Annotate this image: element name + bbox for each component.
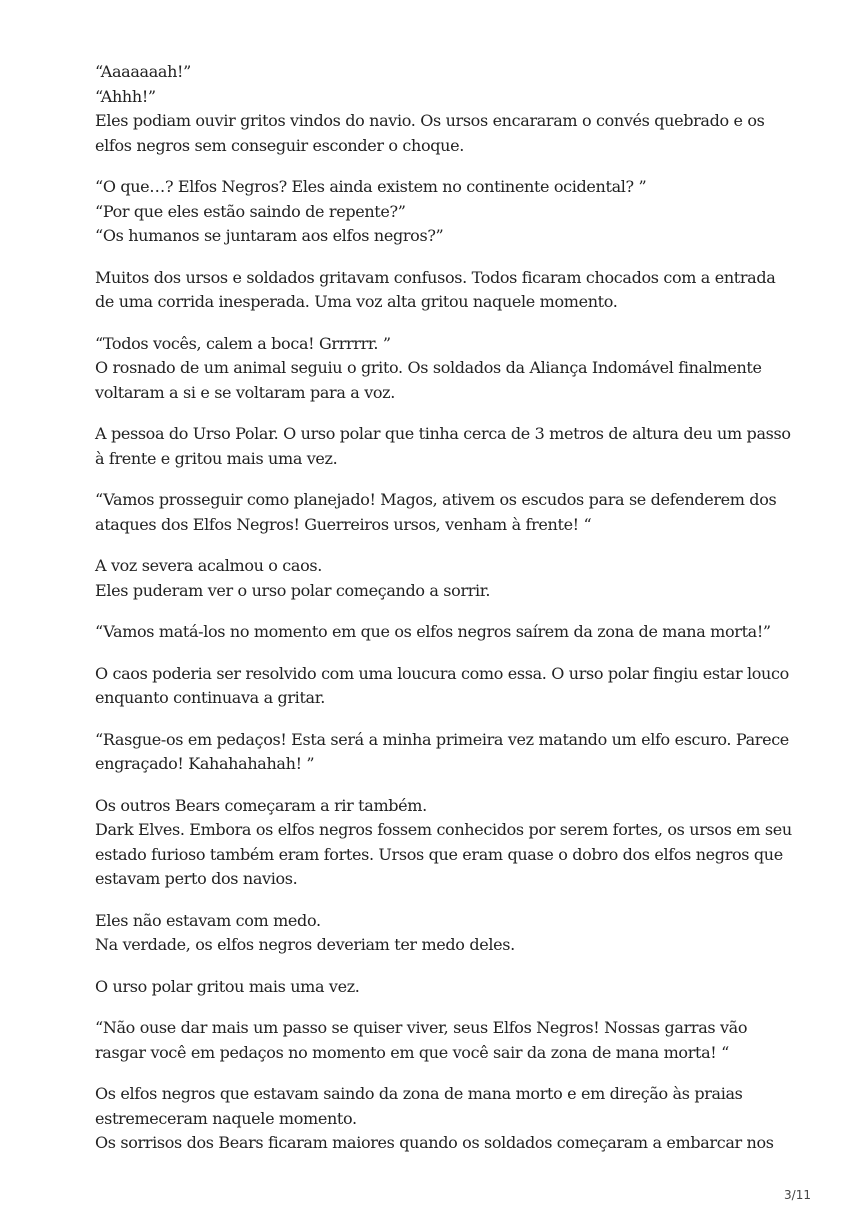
text-line: “Os humanos se juntaram aos elfos negros?” xyxy=(95,226,444,245)
paragraph-9 xyxy=(95,662,795,711)
text-line: O caos poderia ser resolvido com uma loucura como essa. O urso polar fingiu estar louco xyxy=(95,663,789,683)
text-line: engraçado! Kahahahahah! ” xyxy=(95,754,315,773)
text-line: A pessoa do Urso Polar. O urso polar que tinha cerca de 3 metros de altura deu um passo xyxy=(95,424,791,443)
text-line: A voz severa acalmou o caos. xyxy=(95,556,322,575)
text-line: estado furioso também eram fortes. Ursos que eram quase o dobro dos elfos negros que xyxy=(95,844,783,864)
text-line: voltaram a si e se voltaram para a voz. xyxy=(95,382,395,402)
text-line: ataques dos Elfos Negros! Guerreiros ursos, venham à frente! “ xyxy=(95,514,592,534)
text-line: “Vamos matá-los no momento em que os elfos negros saírem da zona de mana morta!” xyxy=(95,622,771,641)
text-line: Na verdade, os elfos negros deveriam ter medo deles. xyxy=(95,935,515,954)
text-line: Eles puderam ver o urso polar começando a sorrir. xyxy=(95,580,491,600)
text-line: enquanto continuava a gritar. xyxy=(95,688,325,707)
paragraph-12 xyxy=(95,909,795,958)
text-line: estremeceram naquele momento. xyxy=(95,1108,357,1128)
paragraph-1 xyxy=(95,60,795,158)
paragraph-3 xyxy=(95,266,795,315)
paragraph-6 xyxy=(95,488,795,537)
document-body xyxy=(95,60,795,1173)
text-line: “Vamos prosseguir como planejado! Magos, ativem os escudos para se defenderem dos xyxy=(95,490,777,509)
paragraph-10 xyxy=(95,728,795,777)
text-line: “Todos vocês, calem a boca! Grrrrrr. ” xyxy=(95,333,391,353)
text-line: “Ahhh!” xyxy=(95,86,156,106)
text-line: elfos negros sem conseguir esconder o choque. xyxy=(95,135,464,155)
paragraph-4 xyxy=(95,332,795,406)
text-line: de uma corrida inesperada. Uma voz alta gritou naquele momento. xyxy=(95,292,618,311)
text-line: Eles podiam ouvir gritos vindos do navio. Os ursos encararam o convés quebrado e os xyxy=(95,111,765,130)
text-line: Dark Elves. Embora os elfos negros fossem conhecidos por serem fortes, os ursos em seu xyxy=(95,820,792,839)
paragraph-14 xyxy=(95,1016,795,1065)
paragraph-11 xyxy=(95,794,795,892)
text-line: Muitos dos ursos e soldados gritavam confusos. Todos ficaram chocados com a entrada xyxy=(95,267,776,287)
text-line: “Aaaaaaah!” xyxy=(95,62,191,81)
paragraph-5 xyxy=(95,422,795,471)
paragraph-7 xyxy=(95,554,795,603)
text-line: “Não ouse dar mais um passo se quiser viver, seus Elfos Negros! Nossas garras vão xyxy=(95,1018,748,1037)
text-line: Os elfos negros que estavam saindo da zona de mana morto e em direção às praias xyxy=(95,1084,743,1103)
text-line: Os outros Bears começaram a rir também. xyxy=(95,795,427,815)
paragraph-8 xyxy=(95,620,795,645)
text-line: Os sorrisos dos Bears ficaram maiores quando os soldados começaram a embarcar nos xyxy=(95,1133,774,1152)
text-line: O rosnado de um animal seguiu o grito. Os soldados da Aliança Indomável finalmente xyxy=(95,358,762,377)
paragraph-13 xyxy=(95,975,795,1000)
text-line: “Por que eles estão saindo de repente?” xyxy=(95,201,406,221)
text-line: “Rasgue-os em pedaços! Esta será a minha primeira vez matando um elfo escuro. Parece xyxy=(95,729,789,749)
page-number: 3/11 xyxy=(784,1188,811,1202)
paragraph-2 xyxy=(95,175,795,249)
text-line: “O que…? Elfos Negros? Eles ainda existem no continente ocidental? ” xyxy=(95,177,647,196)
text-line: O urso polar gritou mais uma vez. xyxy=(95,976,360,996)
text-line: à frente e gritou mais uma vez. xyxy=(95,448,338,468)
text-line: estavam perto dos navios. xyxy=(95,869,298,888)
paragraph-15 xyxy=(95,1082,795,1156)
text-line: Eles não estavam com medo. xyxy=(95,910,321,930)
text-line: rasgar você em pedaços no momento em que você sair da zona de mana morta! “ xyxy=(95,1042,729,1062)
